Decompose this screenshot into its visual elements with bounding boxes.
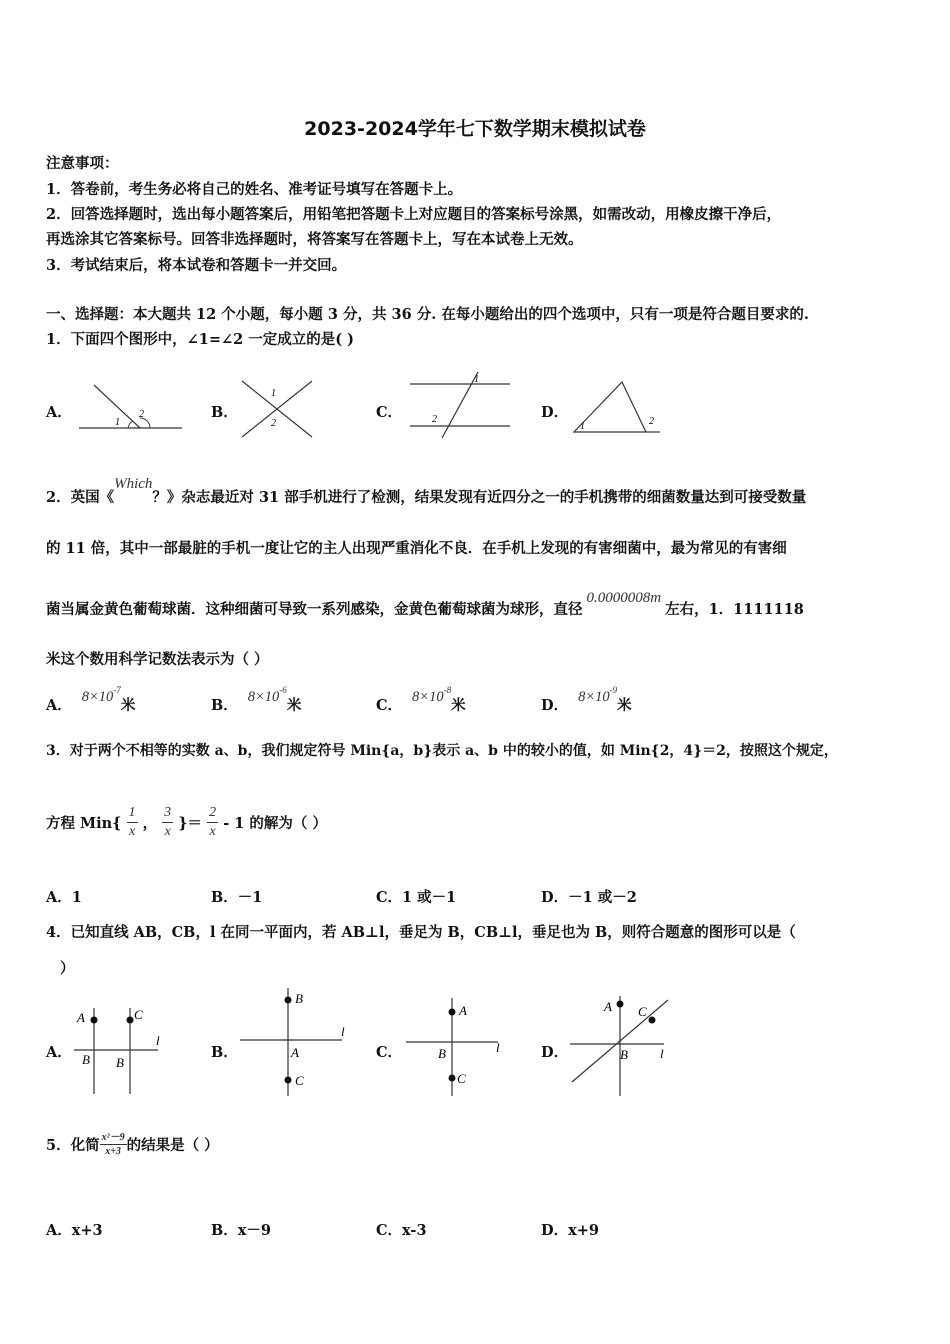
section-heading: 一、选择题：本大题共 12 个小题，每小题 3 分，共 36 分. 在每小题给出的四个选项中，只有一项是符合题目要求的. [46, 306, 809, 323]
angle-label: 1 [115, 417, 120, 428]
q2-text: 2．英国《 [46, 489, 115, 506]
q2-text: ？》杂志最近对 31 部手机进行了检测，结果发现有近四分之一的手机携带的细菌数量达到可接受数量 [152, 489, 807, 506]
q4-line-2: ） [60, 960, 75, 977]
svg-text:C: C [457, 1071, 466, 1086]
q2-line-4: 米这个数用科学记数法表示为（ ） [46, 651, 269, 668]
angle-label: 2 [139, 409, 144, 420]
page-title: 2023-2024学年七下数学期末模拟试卷 [304, 118, 646, 140]
q4-figure-c [404, 996, 502, 1102]
question-1-stem: 1．下面四个图形中，∠1=∠2 一定成立的是( ) [46, 331, 355, 348]
angle-label: 2 [649, 416, 654, 427]
angle-label: 2 [271, 418, 276, 429]
svg-text:C: C [134, 1007, 143, 1022]
q3-option-b[interactable]: B．－1 [211, 889, 263, 906]
q3-equation: 方程 Min{ $\frac{1}{x}$ ， $\frac{3}{x}$ }＝ $\frac{2}{x}$ - 1 的解为（ ） [46, 805, 327, 839]
q4-figure-b [238, 986, 350, 1102]
q2-text: 菌当属金黄色葡萄球菌．这种细菌可导致一系列感染，金黄色葡萄球菌为球形，直径 [46, 601, 583, 618]
q4-option-b[interactable]: B． [211, 1044, 238, 1061]
q2-line-3 [46, 590, 804, 619]
q2-option-d[interactable]: D． $8\times 10^{-9}$米 [541, 685, 632, 714]
q2-option-b[interactable]: B． $8\times 10^{-6}$米 [211, 685, 302, 714]
svg-text:A: A [459, 1003, 467, 1018]
notice-item: 1．答卷前，考生务必将自己的姓名、准考证号填写在答题卡上。 [46, 181, 463, 198]
q5-option-c[interactable]: C．x-3 [376, 1222, 427, 1239]
fraction: $\frac{2}{x}$ [209, 805, 217, 839]
svg-text:B: B [620, 1047, 628, 1062]
q1-figure-c [406, 372, 516, 446]
q2-option-c[interactable]: C． $8\times 10^{-8}$米 [376, 685, 466, 714]
notice-item: 2．回答选择题时，选出每小题答案后，用铅笔把答题卡上对应题目的答案标号涂黑，如需改动，用橡皮擦干净后， [46, 206, 782, 223]
svg-text:A: A [604, 999, 612, 1014]
q5-option-a[interactable]: A．x+3 [46, 1222, 103, 1239]
q4-figure-a [70, 1000, 164, 1102]
angle-label: 1 [580, 421, 585, 432]
q1-option-a[interactable]: A． [46, 404, 72, 421]
svg-text:l: l [341, 1024, 345, 1039]
q5-option-d[interactable]: D．x+9 [541, 1222, 599, 1239]
q1-option-c[interactable]: C． [376, 404, 403, 421]
notice-heading: 注意事项： [46, 155, 119, 172]
fraction: $\frac{1}{x}$ [128, 805, 136, 839]
svg-text:B: B [116, 1055, 124, 1070]
svg-text:A: A [291, 1045, 299, 1060]
q3-option-d[interactable]: D．－1 或－2 [541, 889, 637, 906]
q2-line-1 [46, 476, 807, 507]
angle-label: 2 [432, 414, 437, 425]
svg-text:B: B [82, 1052, 90, 1067]
svg-text:l: l [496, 1040, 500, 1055]
svg-text:B: B [295, 991, 303, 1006]
svg-text:l: l [156, 1033, 160, 1048]
q2-line-2: 的 11 倍，其中一部最脏的手机一度让它的主人出现严重消化不良．在手机上发现的有害细菌中，最为常见的有害细 [46, 540, 787, 557]
svg-text:C: C [638, 1004, 647, 1019]
svg-text:A: A [77, 1010, 85, 1025]
q2-text: 左右，1．1111118 [665, 601, 804, 618]
q5-stem: 5．化简 $\frac{\text{x²－9}}{x+3}$ 的结果是（ ） [46, 1132, 219, 1157]
fraction: $\frac{3}{x}$ [164, 805, 172, 839]
q1-figure-d [570, 378, 666, 442]
svg-text:C: C [295, 1073, 304, 1088]
notice-item: 3．考试结束后，将本试卷和答题卡一并交回。 [46, 257, 347, 274]
q1-figure-b [238, 377, 318, 445]
svg-text:B: B [438, 1046, 446, 1061]
notice-item: 再选涂其它答案标号。回答非选择题时，将答案写在答题卡上，写在本试卷上无效。 [46, 231, 583, 248]
q3-line-1: 3．对于两个不相等的实数 a、b，我们规定符号 Min{a，b}表示 a、b 中的较小的值，如 Min{2，4}＝2，按照这个规定， [46, 743, 838, 759]
svg-text:l: l [660, 1046, 664, 1061]
q1-option-b[interactable]: B． [211, 404, 238, 421]
q1-option-d[interactable]: D． [541, 404, 569, 421]
angle-label: 1 [474, 374, 479, 385]
q2-diameter: 0.0000008m [586, 590, 662, 606]
q2-which: Which [114, 476, 153, 492]
q5-option-b[interactable]: B．x－9 [211, 1222, 271, 1239]
q3-option-a[interactable]: A．1 [46, 889, 82, 906]
q3-option-c[interactable]: C．1 或－1 [376, 889, 457, 906]
q4-option-a[interactable]: A． [46, 1044, 72, 1061]
q4-option-d[interactable]: D． [541, 1044, 569, 1061]
fraction: $\frac{\text{x²－9}}{x+3}$ [101, 1132, 125, 1157]
q1-figure-a [76, 380, 186, 439]
angle-label: 1 [271, 388, 276, 399]
q4-option-c[interactable]: C． [376, 1044, 403, 1061]
q4-line-1: 4．已知直线 AB，CB，l 在同一平面内，若 AB⊥l，垂足为 B，CB⊥l，垂足也为 B，则符合题意的图形可以是（ [46, 924, 796, 941]
q4-figure-d [568, 994, 672, 1102]
q2-option-a[interactable]: A． $8\times 10^{-7}$米 [46, 685, 136, 714]
